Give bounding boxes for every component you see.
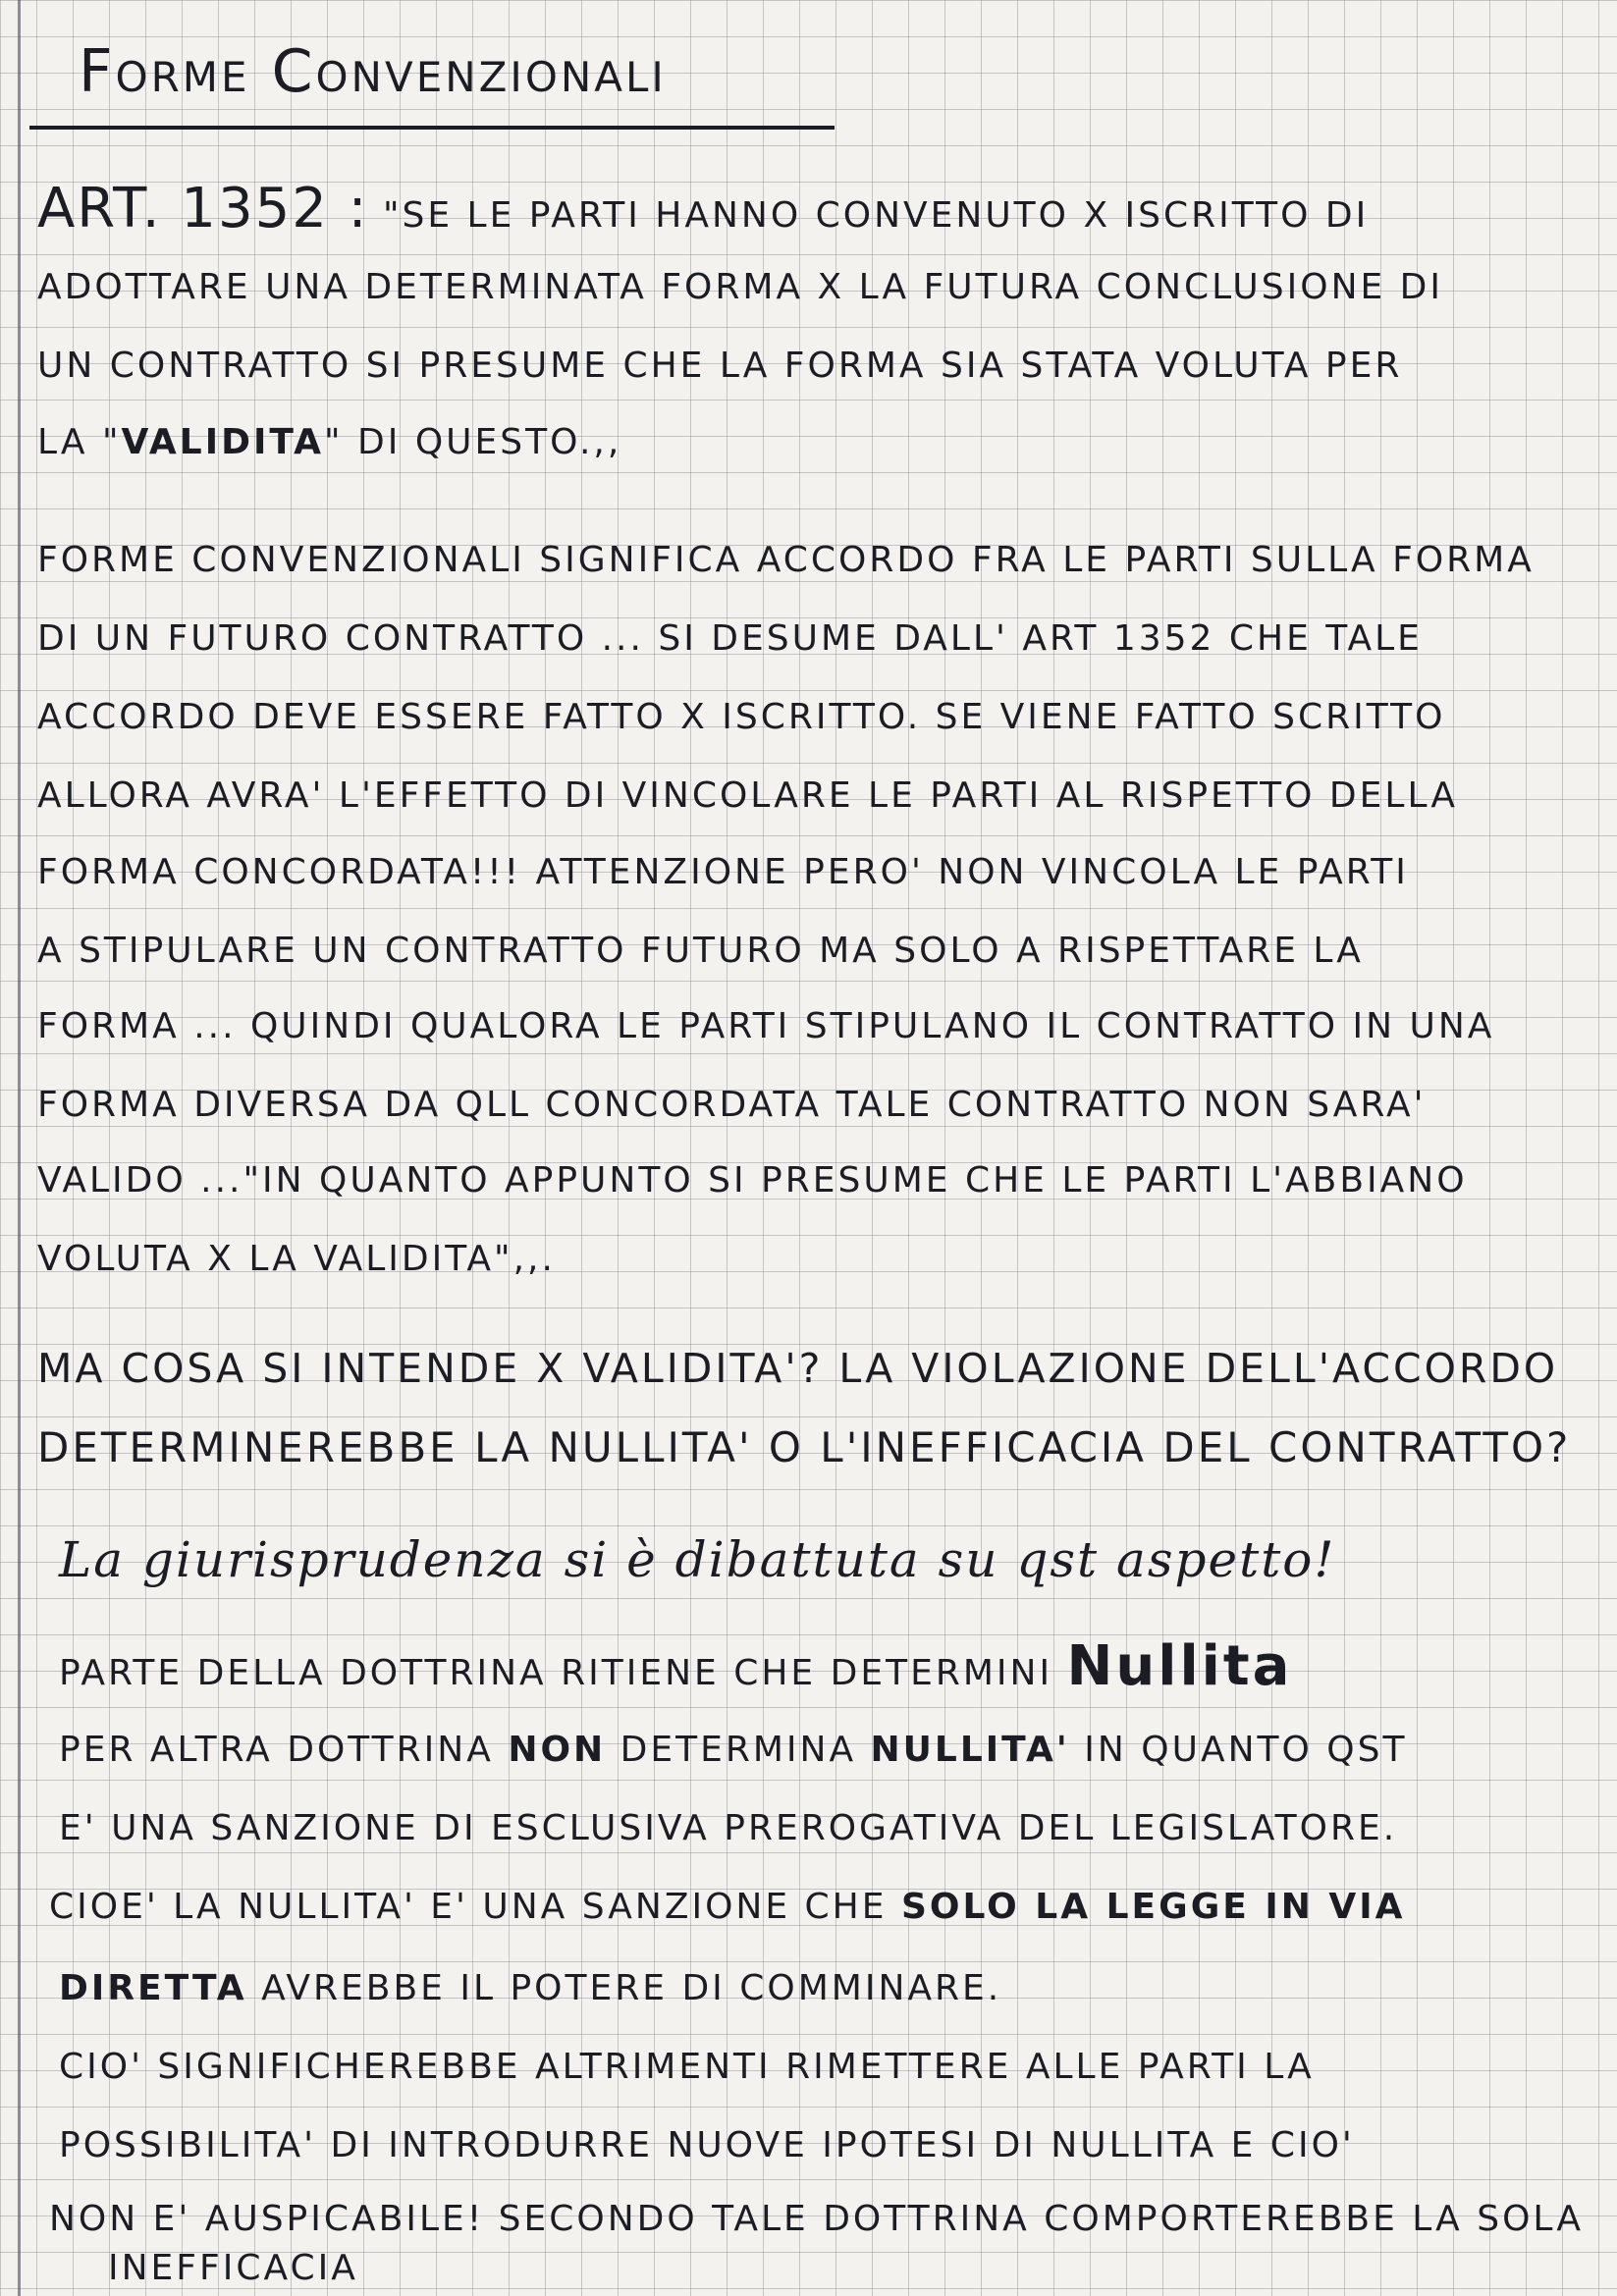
para2-line-1-text: PARTE DELLA DOTTRINA RITIENE CHE DETERMINI: [59, 1653, 1053, 1693]
para2-line-6: CIO' SIGNIFICHEREBBE ALTRIMENTI RIMETTERE ALLE PARTI LA: [59, 2047, 1315, 2087]
para1-line-1: FORME CONVENZIONALI SIGNIFICA ACCORDO FRA LE PARTI SULLA FORMA: [37, 540, 1535, 580]
question-line-1: MA COSA SI INTENDE X VALIDITA'? LA VIOLAZIONE DELL'ACCORDO: [37, 1345, 1559, 1392]
art-line-1: [37, 177, 1369, 240]
para2-line-4a: CIOE' LA NULLITA' E' UNA SANZIONE CHE: [49, 1887, 888, 1927]
para1-line-8: FORMA DIVERSA DA QLL CONCORDATA TALE CONTRATTO NON SARA': [37, 1085, 1427, 1125]
art-line-3: UN CONTRATTO SI PRESUME CHE LA FORMA SIA STATA VOLUTA PER: [37, 346, 1403, 386]
para2-line-5: [59, 1968, 1001, 2008]
page-title: Forme Convenzionali: [79, 37, 667, 106]
margin-line: [18, 0, 21, 2296]
title-underline: [29, 126, 835, 130]
art-quote-4b: " DI QUESTO.,,: [324, 422, 622, 462]
para2-line-8: NON E' AUSPICABILE! SECONDO TALE DOTTRINA COMPORTEREBBE LA SOLA: [49, 2199, 1584, 2239]
nullita-word-2: NULLITA': [870, 1730, 1070, 1770]
para1-line-2: DI UN FUTURO CONTRATTO ... SI DESUME DALL' ART 1352 CHE TALE: [37, 618, 1423, 659]
validita-word: VALIDITA: [121, 422, 325, 462]
art-quote-1: "SE LE PARTI HANNO CONVENUTO X ISCRITTO DI: [382, 195, 1370, 236]
nullita-word-1: Nullita: [1066, 1634, 1293, 1698]
diretta-word: DIRETTA: [59, 1968, 247, 2008]
para2-line-9: INEFFICACIA: [108, 2248, 358, 2288]
para1-line-6: A STIPULARE UN CONTRATTO FUTURO MA SOLO A RISPETTARE LA: [37, 931, 1364, 971]
para2-line-5b: AVREBBE IL POTERE DI COMMINARE.: [261, 1968, 1002, 2008]
para2-line-3: E' UNA SANZIONE DI ESCLUSIVA PREROGATIVA DEL LEGISLATORE.: [59, 1808, 1398, 1848]
para1-line-5: FORMA CONCORDATA!!! ATTENZIONE PERO' NON VINCOLA LE PARTI: [37, 852, 1409, 892]
para2-line-2a: PER ALTRA DOTTRINA: [59, 1730, 494, 1770]
para1-line-10: VOLUTA X LA VALIDITA",,.: [37, 1239, 556, 1279]
para2-line-2: [59, 1730, 1407, 1770]
non-word: NON: [508, 1730, 607, 1770]
para2-line-1: [59, 1634, 1292, 1698]
jurisprudence-note: La giurisprudenza si è dibattuta su qst aspetto!: [59, 1531, 1336, 1588]
para2-line-4: [49, 1887, 1406, 1927]
art-line-4: [37, 422, 621, 462]
para1-line-4: ALLORA AVRA' L'EFFETTO DI VINCOLARE LE PARTI AL RISPETTO DELLA: [37, 775, 1458, 816]
para2-line-2b: DETERMINA: [620, 1730, 857, 1770]
para1-line-7: FORMA ... QUINDI QUALORA LE PARTI STIPULANO IL CONTRATTO IN UNA: [37, 1006, 1495, 1046]
solo-la-legge: SOLO LA LEGGE IN VIA: [900, 1887, 1406, 1927]
para1-line-3: ACCORDO DEVE ESSERE FATTO X ISCRITTO. SE VIENE FATTO SCRITTO: [37, 697, 1446, 737]
art-number: ART. 1352 :: [37, 177, 369, 240]
question-line-2: DETERMINEREBBE LA NULLITA' O L'INEFFICACIA DEL CONTRATTO?: [37, 1423, 1572, 1471]
para1-line-9: VALIDO ..."IN QUANTO APPUNTO SI PRESUME CHE LE PARTI L'ABBIANO: [37, 1160, 1468, 1201]
para2-line-7: POSSIBILITA' DI INTRODURRE NUOVE IPOTESI DI NULLITA E CIO': [59, 2125, 1355, 2165]
para2-line-2c: IN QUANTO QST: [1084, 1730, 1408, 1770]
art-quote-4a: LA ": [37, 422, 122, 462]
art-line-2: ADOTTARE UNA DETERMINATA FORMA X LA FUTURA CONCLUSIONE DI: [37, 267, 1444, 307]
